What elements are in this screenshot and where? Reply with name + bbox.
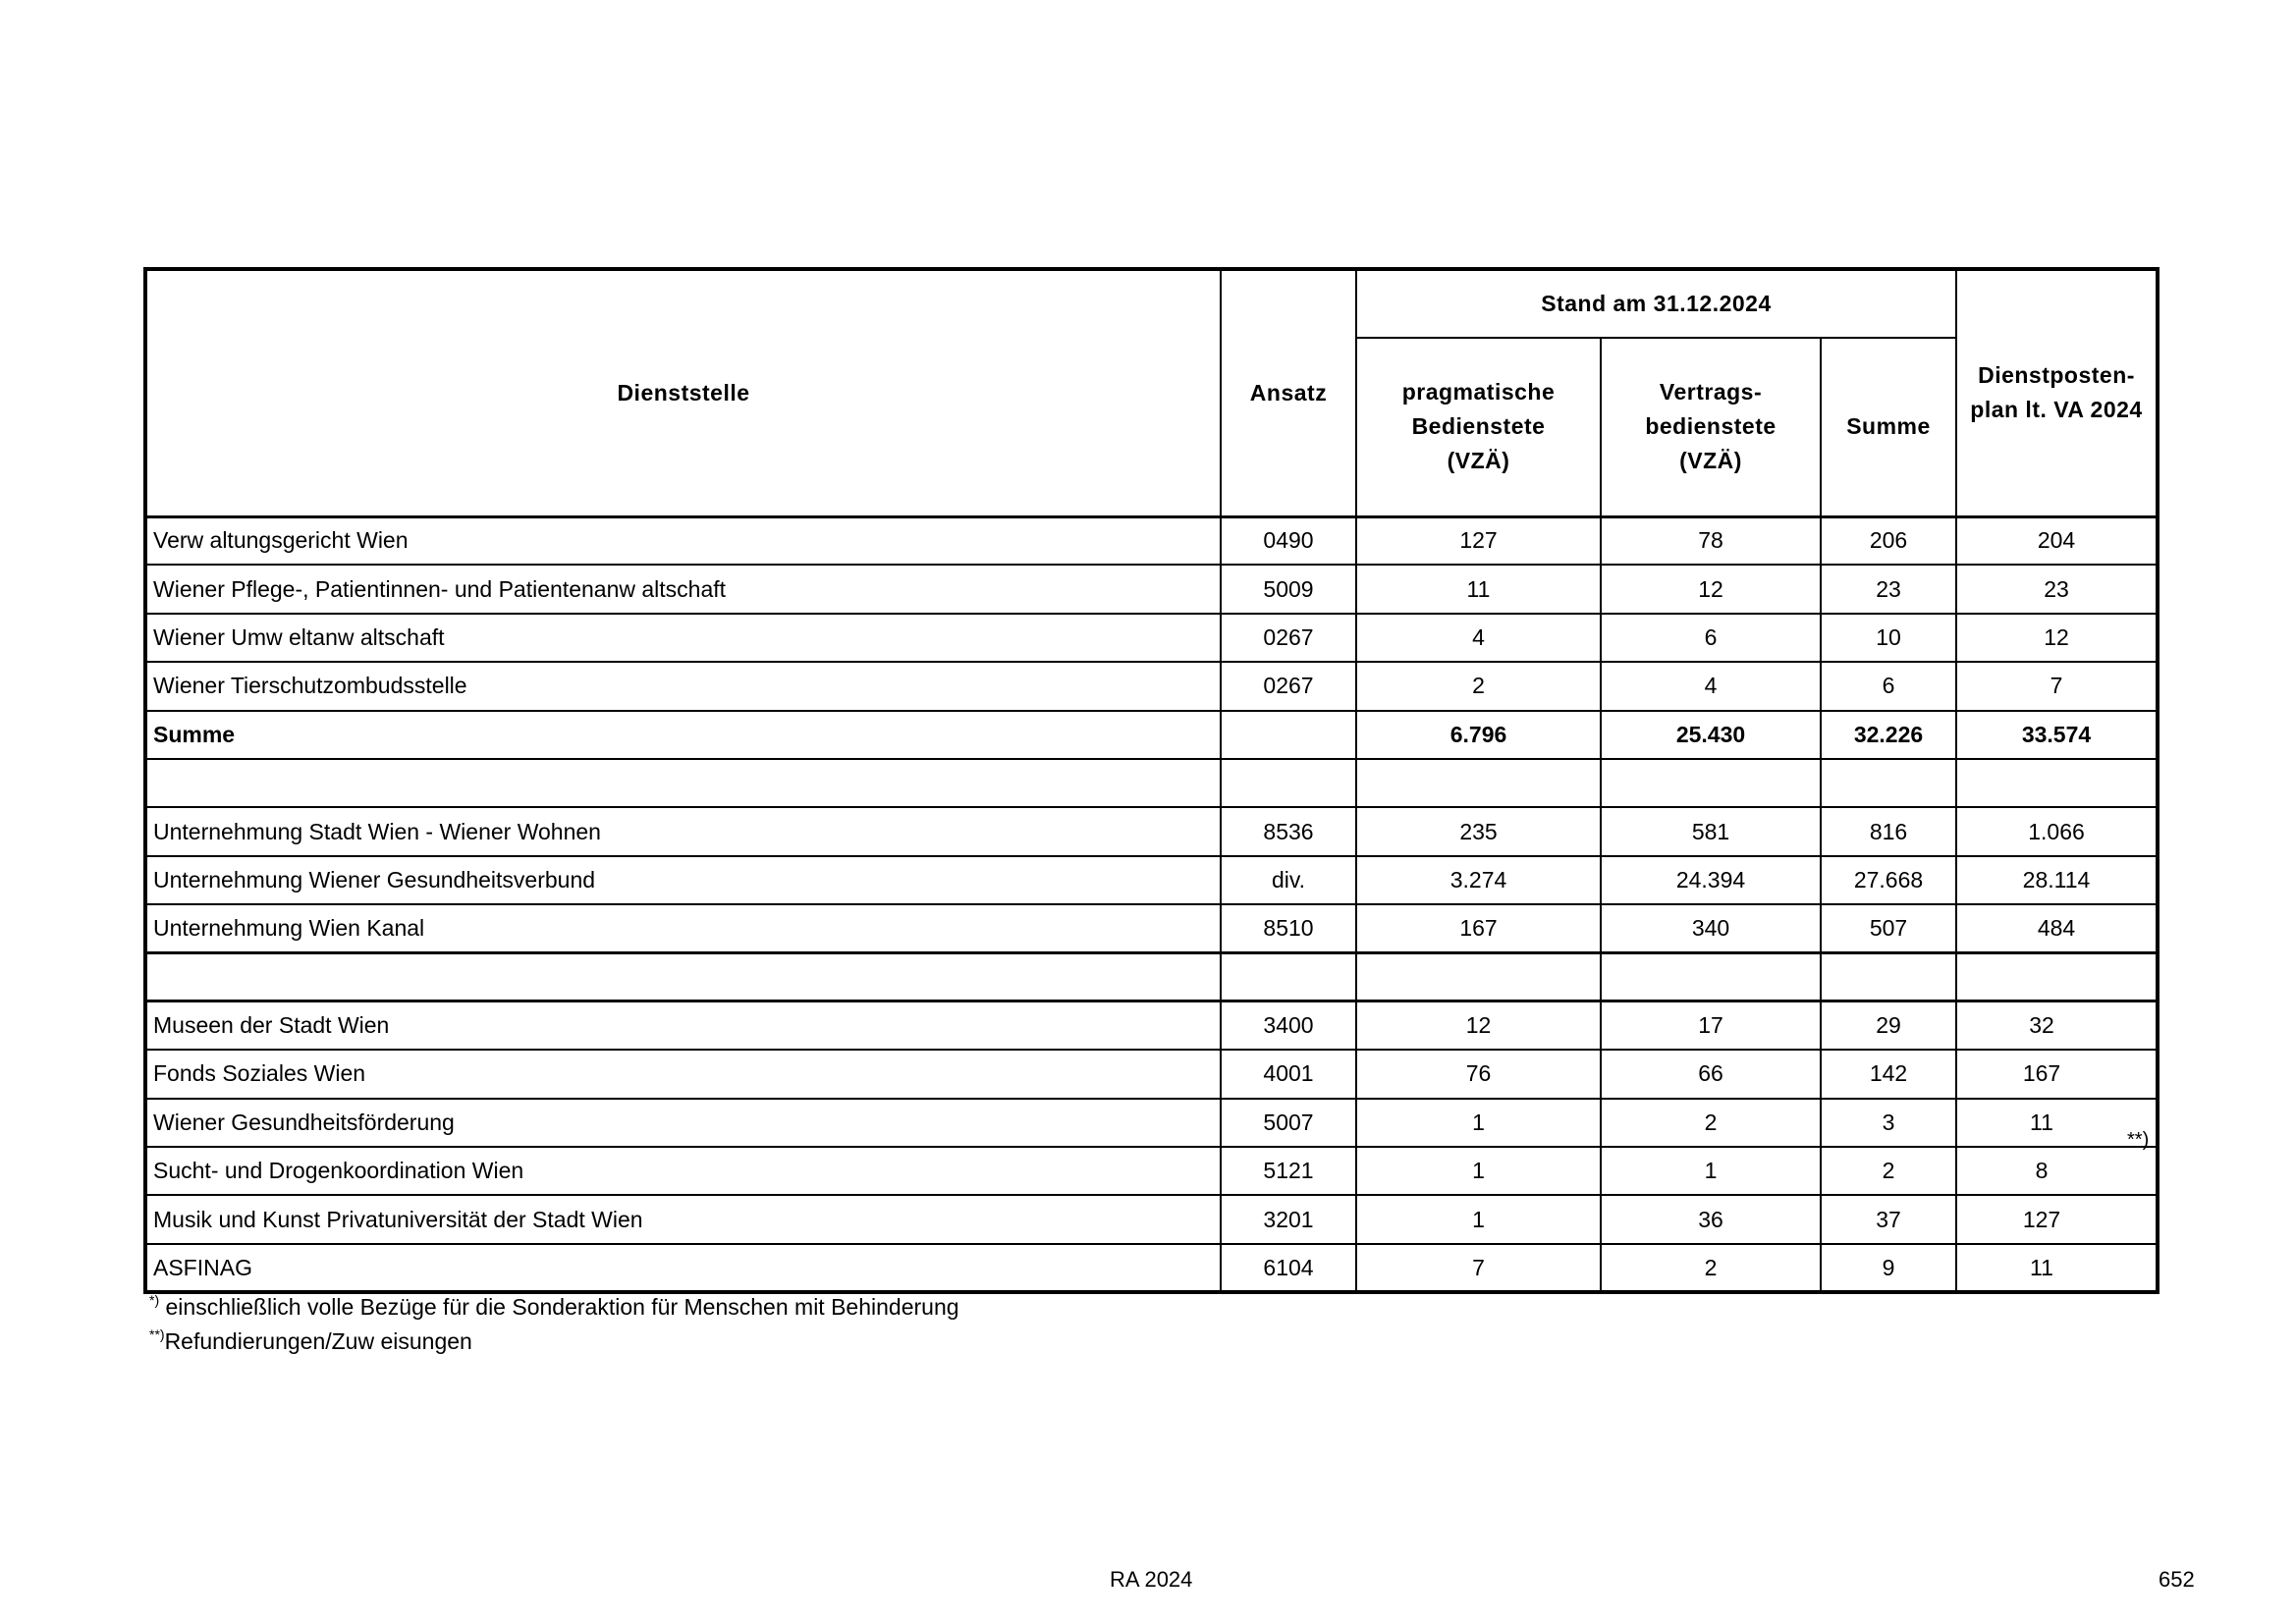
cell-name: Wiener Umw eltanw altschaft: [145, 614, 1221, 662]
cell-sum: 142: [1821, 1050, 1956, 1098]
table-row: [145, 1050, 2158, 1098]
cell-sum: 9: [1821, 1244, 1956, 1292]
header-dienstposten: Dienstposten- plan lt. VA 2024: [1956, 269, 2158, 516]
cell-prag: 167: [1356, 904, 1601, 952]
table-row: [145, 1195, 2158, 1243]
cell-vert: 78: [1601, 516, 1821, 565]
cell-prag: 4: [1356, 614, 1601, 662]
empty-row: [145, 953, 2158, 1001]
cell-plan: 11: [1956, 1244, 2158, 1292]
footer-report-label: RA 2024: [1110, 1567, 1193, 1592]
cell-prag: 7: [1356, 1244, 1601, 1292]
cell-plan: 7: [1956, 662, 2158, 710]
cell-ansatz: 0490: [1221, 516, 1356, 565]
cell-sum: 23: [1821, 565, 1956, 613]
footnote-1-text: einschließlich volle Bezüge für die Sonderaktion für Menschen mit Behinderung: [165, 1294, 959, 1320]
cell-prag: 127: [1356, 516, 1601, 565]
cell-prag: 3.274: [1356, 856, 1601, 904]
cell-sum: 816: [1821, 807, 1956, 855]
cell-ansatz: 3201: [1221, 1195, 1356, 1243]
footnote-2-mark: **): [149, 1326, 165, 1342]
cell-prag: 12: [1356, 1001, 1601, 1050]
header-vertrags: Vertrags- bedienstete (VZÄ): [1601, 338, 1821, 516]
cell-ansatz: div.: [1221, 856, 1356, 904]
cell-name: Verw altungsgericht Wien: [145, 516, 1221, 565]
cell-name: Wiener Pflege-, Patientinnen- und Patientenanw altschaft: [145, 565, 1221, 613]
table-row: [145, 1001, 2158, 1050]
summary-row: [145, 711, 2158, 759]
cell-sum: 6: [1821, 662, 1956, 710]
table-row: [145, 614, 2158, 662]
cell-sum: 2: [1821, 1147, 1956, 1195]
cell-ansatz: 6104: [1221, 1244, 1356, 1292]
empty-row: [145, 759, 2158, 807]
header-stand: Stand am 31.12.2024: [1356, 269, 1956, 338]
cell-plan: 32: [1956, 1001, 2158, 1050]
cell-plan: 11: [1956, 1099, 2158, 1147]
cell-ansatz: 5007: [1221, 1099, 1356, 1147]
cell-vert: 340: [1601, 904, 1821, 952]
cell-name: Summe: [145, 711, 1221, 759]
cell-prag: 11: [1356, 565, 1601, 613]
cell-vert: 6: [1601, 614, 1821, 662]
cell-name: Fonds Soziales Wien: [145, 1050, 1221, 1098]
cell-vert: 17: [1601, 1001, 1821, 1050]
footnote-2: [149, 1326, 472, 1355]
page-number: 652: [2159, 1567, 2195, 1592]
cell-sum: 206: [1821, 516, 1956, 565]
table-row: [145, 1147, 2158, 1195]
cell-ansatz: 5009: [1221, 565, 1356, 613]
cell-name: ASFINAG: [145, 1244, 1221, 1292]
cell-vert: 12: [1601, 565, 1821, 613]
cell-plan: 28.114: [1956, 856, 2158, 904]
header-ansatz: Ansatz: [1221, 269, 1356, 516]
cell-vert: 2: [1601, 1099, 1821, 1147]
cell-ansatz: 0267: [1221, 662, 1356, 710]
cell-sum: 29: [1821, 1001, 1956, 1050]
cell-vert: 4: [1601, 662, 1821, 710]
cell-sum: 3: [1821, 1099, 1956, 1147]
footnote-1: [149, 1292, 959, 1321]
cell-plan: 12: [1956, 614, 2158, 662]
header-summe: Summe: [1821, 338, 1956, 516]
cell-ansatz: 5121: [1221, 1147, 1356, 1195]
cell-ansatz: 4001: [1221, 1050, 1356, 1098]
header-dienststelle: Dienststelle: [145, 269, 1221, 516]
cell-plan: 484: [1956, 904, 2158, 952]
cell-plan: 23: [1956, 565, 2158, 613]
cell-sum: 32.226: [1821, 711, 1956, 759]
cell-plan: 127: [1956, 1195, 2158, 1243]
cell-sum: 507: [1821, 904, 1956, 952]
table-row: [145, 904, 2158, 952]
cell-prag: 1: [1356, 1195, 1601, 1243]
cell-ansatz: 3400: [1221, 1001, 1356, 1050]
cell-name: Unternehmung Stadt Wien - Wiener Wohnen: [145, 807, 1221, 855]
cell-prag: 6.796: [1356, 711, 1601, 759]
cell-name: Unternehmung Wien Kanal: [145, 904, 1221, 952]
table-row: [145, 516, 2158, 565]
cell-name: Unternehmung Wiener Gesundheitsverbund: [145, 856, 1221, 904]
table-row: [145, 565, 2158, 613]
header-pragmatische: pragmatische Bedienstete (VZÄ): [1356, 338, 1601, 516]
cell-ansatz: 0267: [1221, 614, 1356, 662]
refund-marker: **): [2127, 1129, 2150, 1151]
cell-prag: 235: [1356, 807, 1601, 855]
table-row: [145, 1099, 2158, 1147]
table-row: [145, 662, 2158, 710]
footnote-2-text: Refundierungen/Zuw eisungen: [164, 1328, 472, 1354]
table-row: [145, 856, 2158, 904]
cell-vert: 36: [1601, 1195, 1821, 1243]
cell-ansatz: [1221, 711, 1356, 759]
cell-vert: 25.430: [1601, 711, 1821, 759]
cell-vert: 581: [1601, 807, 1821, 855]
cell-name: Museen der Stadt Wien: [145, 1001, 1221, 1050]
cell-plan: 167: [1956, 1050, 2158, 1098]
cell-ansatz: 8536: [1221, 807, 1356, 855]
table-row: [145, 807, 2158, 855]
cell-sum: 37: [1821, 1195, 1956, 1243]
table-row: [145, 1244, 2158, 1292]
cell-name: Musik und Kunst Privatuniversität der Stadt Wien: [145, 1195, 1221, 1243]
cell-sum: 27.668: [1821, 856, 1956, 904]
cell-vert: 2: [1601, 1244, 1821, 1292]
cell-prag: 1: [1356, 1147, 1601, 1195]
cell-prag: 76: [1356, 1050, 1601, 1098]
cell-prag: 1: [1356, 1099, 1601, 1147]
staff-table: [143, 267, 2159, 1294]
cell-plan: 1.066: [1956, 807, 2158, 855]
cell-name: Wiener Tierschutzombudsstelle: [145, 662, 1221, 710]
cell-plan: 204: [1956, 516, 2158, 565]
cell-vert: 66: [1601, 1050, 1821, 1098]
cell-plan: 33.574: [1956, 711, 2158, 759]
cell-name: Wiener Gesundheitsförderung: [145, 1099, 1221, 1147]
cell-vert: 24.394: [1601, 856, 1821, 904]
cell-prag: 2: [1356, 662, 1601, 710]
cell-vert: 1: [1601, 1147, 1821, 1195]
cell-name: Sucht- und Drogenkoordination Wien: [145, 1147, 1221, 1195]
footnote-1-mark: *): [149, 1292, 160, 1308]
cell-ansatz: 8510: [1221, 904, 1356, 952]
cell-plan: 8: [1956, 1147, 2158, 1195]
cell-sum: 10: [1821, 614, 1956, 662]
